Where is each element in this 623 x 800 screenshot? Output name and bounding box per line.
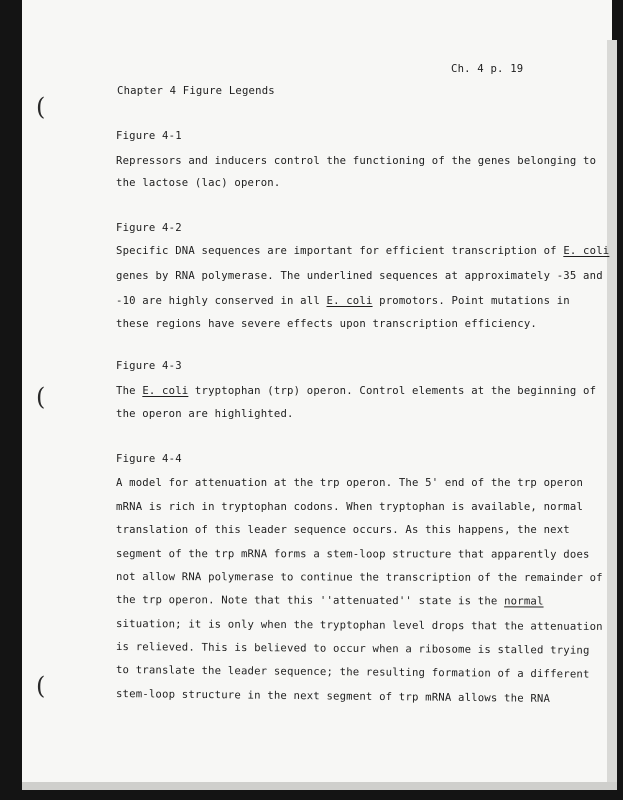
legend-line (116, 501, 583, 513)
chapter-title: Chapter 4 Figure Legends (117, 85, 275, 97)
legend-line (116, 408, 294, 420)
legend-line (116, 318, 537, 330)
legend-line (116, 548, 590, 561)
legend-text: The (116, 385, 143, 397)
legend-text: Repressors and inducers control the functioning of the genes belonging to (116, 155, 597, 167)
page-edge-right (607, 40, 617, 790)
binder-hole-middle: ( (36, 383, 46, 411)
legend-line (116, 477, 583, 489)
legend-text: translation of this leader sequence occurs. As this happens, the next (116, 524, 570, 536)
legend-text: the lactose (lac) operon. (116, 177, 281, 189)
legend-text: segment of the trp mRNA forms a stem-loop structure that apparently does (115, 548, 590, 561)
legend-line (116, 594, 544, 607)
figure-label: Figure 4-1 (116, 130, 182, 142)
legend-text: the operon are highlighted. (116, 408, 294, 420)
legend-text: mRNA is rich in tryptophan codons. When tryptophan is available, normal (116, 501, 584, 513)
binder-hole-bottom: ( (36, 672, 46, 700)
legend-line (116, 295, 570, 307)
binder-hole-top: ( (36, 93, 46, 121)
legend-line (116, 270, 603, 282)
legend-text: -10 are highly conserved in all (116, 295, 327, 307)
page-edge-bottom (22, 782, 617, 790)
legend-text: genes by RNA polymerase. The underlined sequences at approximately -35 and (116, 270, 603, 282)
legend-text: the trp operon. Note that this ''attenuated'' state is the (115, 594, 505, 608)
underlined-term: E. coli (563, 245, 610, 257)
legend-text: Specific DNA sequences are important for efficient transcription of (116, 245, 564, 257)
legend-line (116, 155, 596, 167)
legend-text: is relieved. This is believed to occur when a ribosome is stalled trying (115, 641, 590, 657)
legend-text: stem-loop structure in the next segment of trp mRNA allows the RNA (115, 688, 551, 705)
legend-text: to translate the leader sequence; the resulting formation of a different (115, 664, 590, 681)
figure-label: Figure 4-4 (116, 453, 182, 465)
legend-text: A model for attenuation at the trp operon. The 5' end of the trp operon (116, 477, 584, 489)
underlined-term: E. coli (326, 295, 373, 307)
legend-line (116, 571, 603, 584)
legend-text: not allow RNA polymerase to continue the transcription of the remainder of (115, 571, 603, 585)
underlined-term: E. coli (142, 385, 189, 397)
figure-label: Figure 4-3 (116, 360, 182, 372)
legend-line (116, 385, 596, 397)
page-reference: Ch. 4 p. 19 (451, 63, 524, 75)
legend-text: tryptophan (trp) operon. Control elements at the beginning of (188, 385, 597, 397)
figure-label: Figure 4-2 (116, 222, 182, 234)
legend-line (116, 245, 609, 257)
legend-text: promotors. Point mutations in (372, 295, 570, 307)
underlined-term: normal (504, 595, 544, 608)
legend-line (116, 177, 280, 189)
legend-line (116, 524, 570, 536)
legend-text: situation; it is only when the tryptophan level drops that the attenuation (115, 618, 603, 633)
legend-text: these regions have severe effects upon transcription efficiency. (116, 318, 537, 330)
